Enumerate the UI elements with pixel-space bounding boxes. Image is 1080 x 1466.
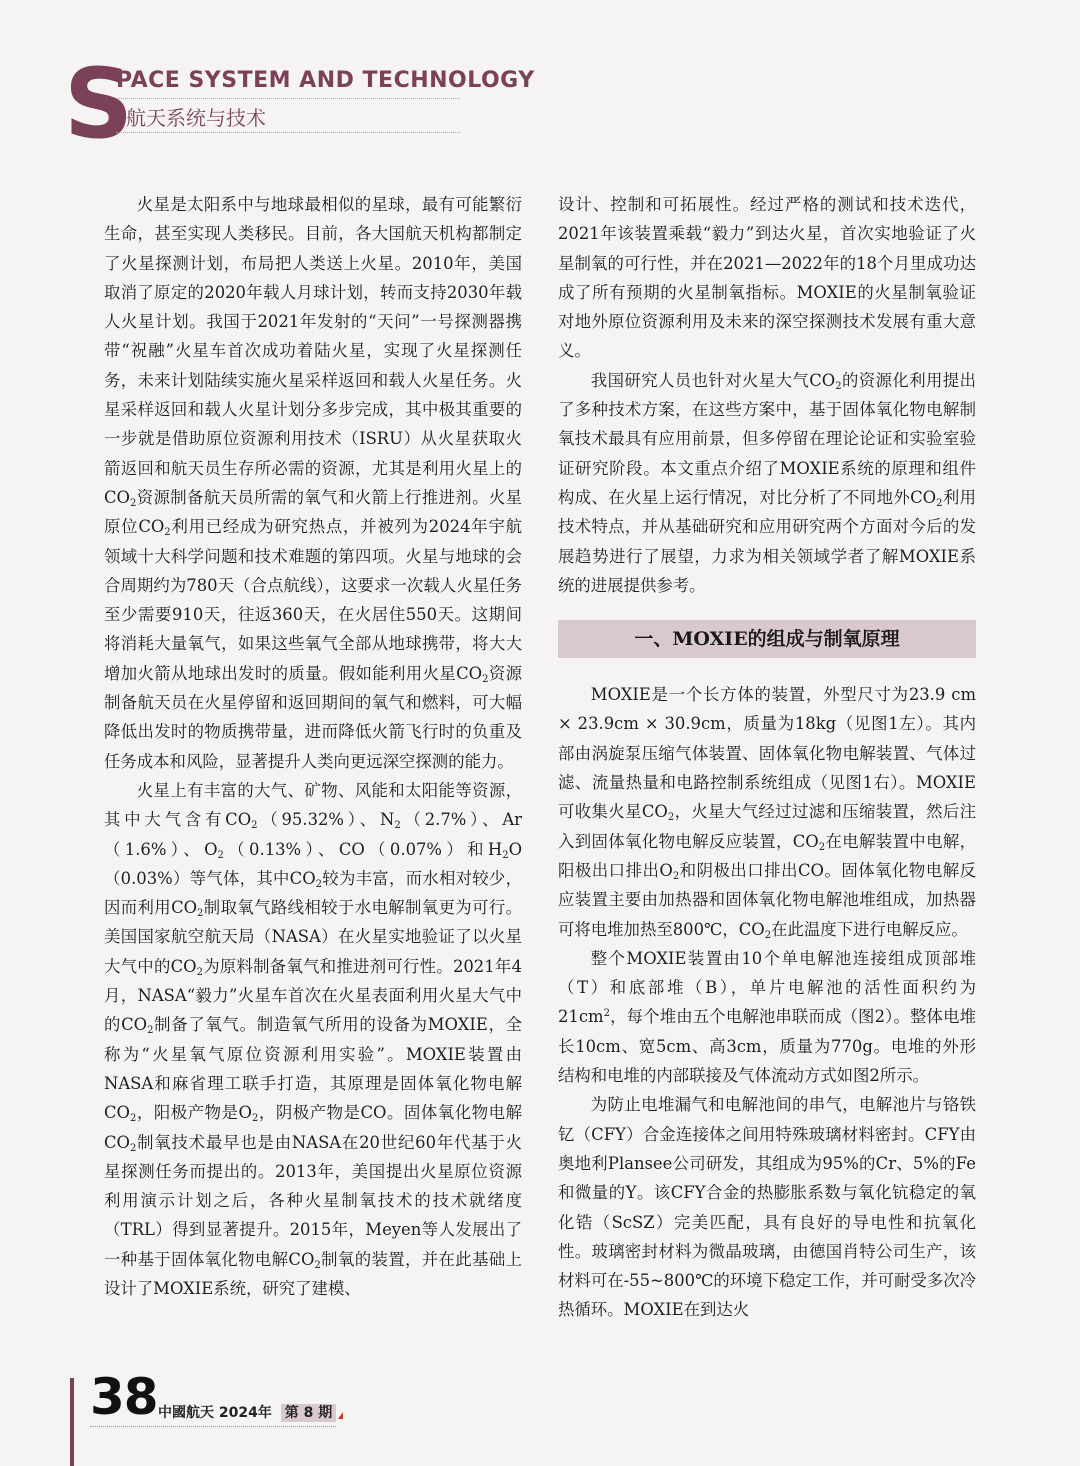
page-number: 38 — [90, 1368, 158, 1426]
header-divider — [116, 132, 460, 133]
journal-header — [60, 48, 535, 160]
left-column — [104, 190, 522, 1303]
header-title-cn: 航天系统与技术 — [126, 106, 266, 130]
paragraph: 我国研究人员也针对火星大气$CO_2$的资源化利用提出了多种技术方案，在这些方案中，基于固体氧化物电解制氧技术最具有应用前景，但多停留在理论论证和实验室验证研究阶段。本文重点介绍了MOXIE系统的原理和组件构成、在火星上运行情况，对比分析了不同地外$CO_2$利用技术特点，并从基础研究和应用研究两个方面对今后的发展趋势进行了展望，力求为相关领域学者了解MOXIE系统的进展提供参考。 — [558, 370, 977, 595]
paragraph: 火星是太阳系中与地球最相似的星球，最有可能繁衍生命，甚至实现人类移民。目前，各大国航天机构都制定了火星探测计划，布局把人类送上火星。2010年，美国取消了原定的2020年载人月球计划，转而支持2030年载人火星计划。我国于2021年发射的“天问”一号探测器携带“祝融”火星车首次成功着陆火星，实现了火星探测任务，未来计划陆续实施火星采样返回和载人火星任务。火星采样返回和载人火星计划分多步完成，其中极其重要的一步就是借助原位资源利用技术（ISRU）从火星获取火箭返回和航天员生存所必需的资源，尤其是利用火星上的$CO_2$资源制备航天员所需的氧气和火箭上行推进剂。火星原位$CO_2$利用已经成为研究热点，并被列为2024年宇航领域十大科学问题和技术难题的第四项。火星与地球的会合周期约为780天（合点航线），这要求一次载人火星任务至少需要910天，往返360天，在火居住550天。这期间将消耗大量氧气，如果这些氧气全部从地球携带，将大大增加火箭从地球出发时的质量。假如能利用火星$CO_2$资源制备航天员在火星停留和返回期间的氧气和燃料，可大幅降低出发时的物质携带量，进而降低火箭飞行时的负重及任务成本和风险，显著提升人类向更远深空探测的能力。 — [104, 195, 523, 771]
paragraph: 设计、控制和可拓展性。经过严格的测试和技术迭代，2021年该装置乘载“毅力”到达火星，首次实地验证了火星制氧的可行性，并在2021—2022年的18个月里成功达成了所有预期的火星制氧指标。MOXIE的火星制氧验证对地外原位资源利用及未来的深空探测技术发展有重大意义。 — [558, 195, 976, 361]
footer-accent-bar — [70, 1378, 74, 1466]
header-initial-letter: S — [64, 48, 134, 160]
paragraph: 为防止电堆漏气和电解池间的串气，电解池片与铬铁钇（CFY）合金连接体之间用特殊玻璃材料密封。CFY由奥地利Plansee公司研发，其组成为95%的Cr、5%的Fe和微量的Y。该CFY合金的热膨胀系数与氧化钪稳定的氧化锆（ScSZ）完美匹配，具有良好的导电性和抗氧化性。玻璃密封材料为微晶玻璃，由德国肖特公司生产，该材料可在-55~800℃的环境下稳定工作，并可耐受多次冷热循环。MOXIE在到达火 — [558, 1095, 976, 1320]
magazine-name: 中國航天 — [158, 1405, 214, 1421]
right-column — [558, 190, 976, 1325]
paragraph: 火星上有丰富的大气、矿物、风能和太阳能等资源，其中大气含有$CO_2(95.32\%)$、$N_2(2.7\%)$、Ar（1.6%）、$O_2(0.13\%)$、CO（0.07%）和$H_2O(0.03\%)$等气体，其中$CO_2$较为丰富，而水相对较少，因而利用$CO_2$制取氧气路线相较于水电解制氧更为可行。美国国家航空航天局（NASA）在火星实地验证了以火星大气中的$CO_2$为原料制备氧气和推进剂可行性。2021年4月，NASA“毅力”火星车首次在火星表面利用火星大气中的$CO_2$制备了氧气。制造氧气所用的设备为MOXIE，全称为“火星氧气原位资源利用实验”。MOXIE装置由NASA和麻省理工联手打造，其原理是固体氧化物电解$CO_2$，阳极产物是$O_2$，阴极产物是CO。固体氧化物电解$CO_2$制氧技术最早也是由NASA在20世纪60年代基于火星探测任务而提出的。2013年，美国提出火星原位资源利用演示计划之后，各种火星制氧技术的技术就绪度（TRL）得到显著提升。2015年，Meyen等人发展出了一种基于固体氧化物电解$CO_2$制氧的装置，并在此基础上设计了MOXIE系统，研究了建模、 — [104, 780, 523, 1298]
issue-year: 2024年 — [218, 1405, 272, 1421]
triangle-icon — [338, 1412, 343, 1419]
section-heading: 一、MOXIE的组成与制氧原理 — [558, 620, 976, 658]
issue-number: 第 8 期 — [281, 1404, 337, 1422]
footer-divider — [90, 1426, 336, 1427]
footer-issue-info — [158, 1402, 343, 1422]
header-title-en: PACE SYSTEM AND TECHNOLOGY — [116, 68, 535, 93]
paragraph: MOXIE是一个长方体的装置，外型尺寸为23.9 cm × 23.9cm × 30.9cm，质量为18kg（见图1左）。其内部由涡旋泵压缩气体装置、固体氧化物电解装置、气体过滤、流量热量和电路控制系统组成（见图1右）。MOXIE可收集火星$CO_2$，火星大气经过过滤和压缩装置，然后注入到固体氧化物电解反应装置，$CO_2$在电解装置中电解，阳极出口排出$O_2$和阴极出口排出CO。固体氧化物电解反应装置主要由加热器和固体氧化物电解池堆组成，加热器可将电堆加热至800℃，$CO_2$在此温度下进行电解反应。 — [558, 685, 977, 941]
header-divider — [116, 98, 460, 99]
paragraph: 整个MOXIE装置由10个单电解池连接组成顶部堆（T）和底部堆（B），单片电解池的活性面积约为$21cm^2$，每个堆由五个电解池串联而成（图2）。整体电堆长10cm、宽5cm、高3cm，质量为770g。电堆的外形结构和电堆的内部联接及气体流动方式如图2所示。 — [558, 948, 976, 1086]
